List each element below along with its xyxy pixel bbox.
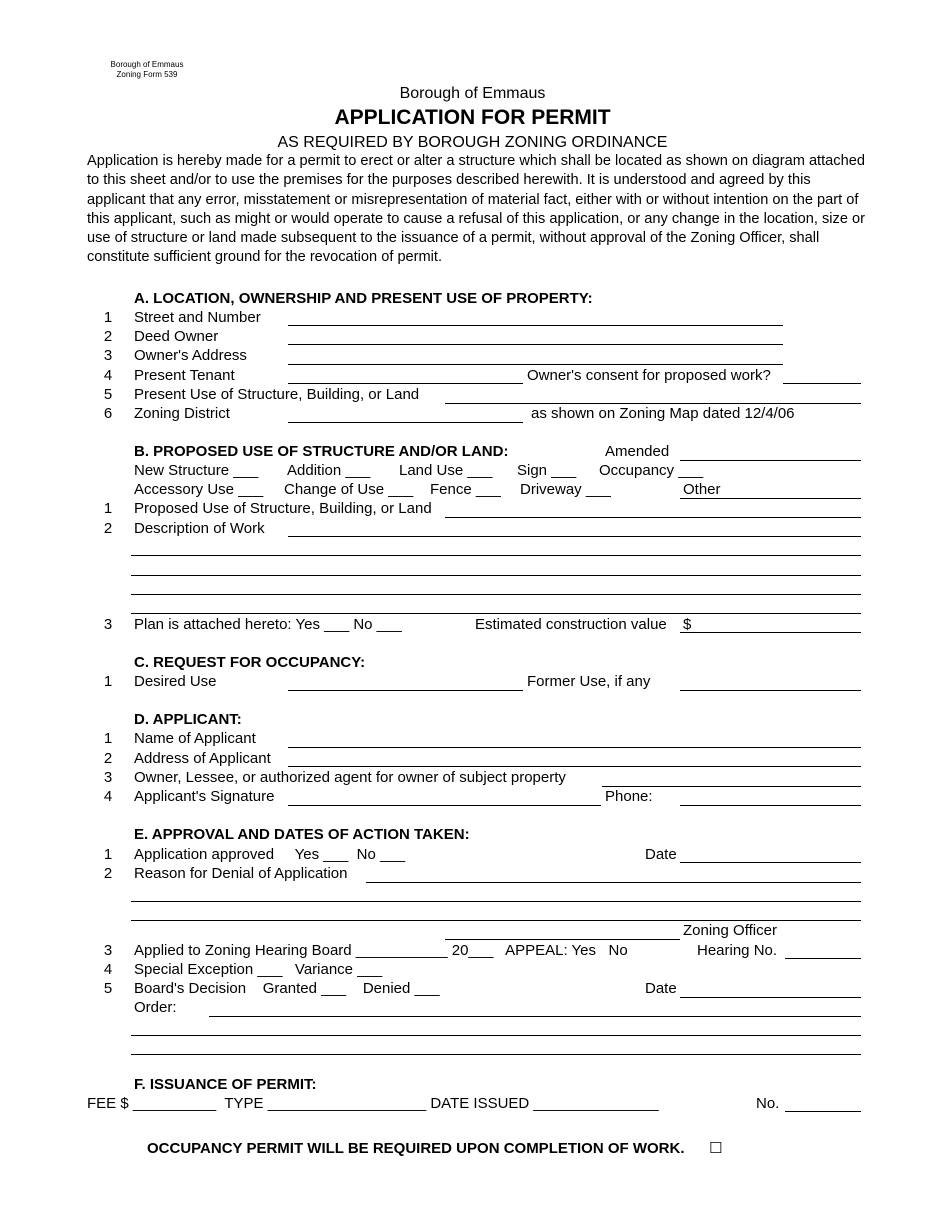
estimated-value-field[interactable] — [680, 632, 861, 633]
decision-date-label: Date — [645, 980, 677, 997]
owner-consent-label: Owner's consent for proposed work? — [527, 367, 771, 384]
board-decision-label[interactable]: Board's Decision Granted ___ Denied ___ — [134, 980, 440, 997]
hearing-no-field[interactable] — [785, 958, 861, 959]
page-title: APPLICATION FOR PERMIT — [334, 106, 611, 129]
order-label: Order: — [134, 999, 177, 1016]
phone-label: Phone: — [605, 788, 653, 805]
item-number: 1 — [103, 500, 113, 517]
item-number: 1 — [103, 673, 113, 690]
occupancy-checkbox[interactable]: ☐ — [709, 1140, 723, 1157]
description-field-line[interactable] — [131, 575, 861, 576]
intro-paragraph: Application is hereby made for a permit to erect or alter a structure which shall be located as shown on diagram attached to this sheet and/or to use the premises for the purposes described herewith. It is understood and agreed by this applicant that any error, misstatement or misrepresentation of material fact, either with or without intention on the part of this applicant, such as might or would operate to cause a refusal of this application, or any change in the location, size or use of structure or land made subsequent to the issuance of a permit, without approval of the Zoning Officer, shall constitute sufficient ground for the revocation of permit. — [87, 153, 865, 266]
driveway-option[interactable]: Driveway ___ — [520, 481, 611, 498]
section-f-heading: F. ISSUANCE OF PERMIT: — [134, 1076, 317, 1093]
order-field-line[interactable] — [131, 1035, 861, 1036]
denial-reason-label: Reason for Denial of Application — [134, 865, 348, 882]
dollar-sign: $ — [683, 616, 692, 633]
denial-reason-field-line[interactable] — [131, 901, 861, 902]
owner-address-field[interactable] — [288, 364, 783, 365]
other-field[interactable] — [680, 498, 861, 499]
item-number: 2 — [103, 328, 113, 345]
section-b-heading: B. PROPOSED USE OF STRUCTURE AND/OR LAND: — [134, 443, 509, 460]
owner-consent-field[interactable] — [783, 383, 861, 384]
permit-no-field[interactable] — [785, 1111, 861, 1112]
zoning-officer-label: Zoning Officer — [683, 922, 777, 939]
desired-use-field[interactable] — [288, 690, 523, 691]
applicant-address-field[interactable] — [288, 766, 861, 767]
amended-label: Amended — [605, 443, 670, 460]
decision-date-field[interactable] — [680, 997, 861, 998]
item-number: 2 — [103, 865, 113, 882]
description-field-line[interactable] — [131, 555, 861, 556]
denial-reason-field[interactable] — [366, 882, 861, 883]
hearing-board-label[interactable]: Applied to Zoning Hearing Board ___________ 20___ APPEAL: Yes No — [134, 942, 628, 959]
item-number: 3 — [103, 942, 113, 959]
fence-option[interactable]: Fence ___ — [430, 481, 501, 498]
other-label: Other — [683, 481, 721, 498]
item-number: 2 — [103, 520, 113, 537]
corner-borough: Borough of Emmaus — [110, 60, 184, 69]
description-field-line[interactable] — [131, 613, 861, 614]
item-number: 3 — [103, 616, 113, 633]
proposed-use-label: Proposed Use of Structure, Building, or Land — [134, 500, 432, 517]
zoning-map-note: as shown on Zoning Map dated 12/4/06 — [531, 405, 795, 422]
proposed-use-field[interactable] — [445, 517, 861, 518]
approval-date-field[interactable] — [680, 862, 861, 863]
permit-no-label: No. — [756, 1095, 780, 1112]
page-subtitle: AS REQUIRED BY BOROUGH ZONING ORDINANCE — [277, 134, 668, 151]
item-number: 2 — [103, 750, 113, 767]
zoning-officer-signature-field[interactable] — [445, 939, 680, 940]
item-number: 3 — [103, 347, 113, 364]
description-label: Description of Work — [134, 520, 265, 537]
item-number: 4 — [103, 788, 113, 805]
present-tenant-field[interactable] — [288, 383, 523, 384]
item-number: 1 — [103, 846, 113, 863]
item-number: 6 — [103, 405, 113, 422]
hearing-no-label: Hearing No. — [697, 942, 778, 959]
estimated-value-label: Estimated construction value — [475, 616, 667, 633]
item-number: 5 — [103, 386, 113, 403]
street-field[interactable] — [288, 325, 783, 326]
zoning-district-label: Zoning District — [134, 405, 230, 422]
street-label: Street and Number — [134, 309, 261, 326]
occupancy-notice: OCCUPANCY PERMIT WILL BE REQUIRED UPON COMPLETION OF WORK. — [147, 1140, 685, 1157]
amended-field[interactable] — [680, 460, 861, 461]
header-borough: Borough of Emmaus — [399, 85, 546, 102]
present-tenant-label: Present Tenant — [134, 367, 235, 384]
special-exception-label[interactable]: Special Exception ___ Variance ___ — [134, 961, 383, 978]
plan-attached-label[interactable]: Plan is attached hereto: Yes ___ No ___ — [134, 616, 402, 633]
new-structure-option[interactable]: New Structure ___ — [134, 462, 259, 479]
sign-option[interactable]: Sign ___ — [517, 462, 577, 479]
signature-field[interactable] — [288, 805, 601, 806]
deed-owner-label: Deed Owner — [134, 328, 219, 345]
order-field[interactable] — [209, 1016, 861, 1017]
zoning-district-field[interactable] — [288, 422, 523, 423]
item-number: 1 — [103, 730, 113, 747]
item-number: 3 — [103, 769, 113, 786]
change-of-use-option[interactable]: Change of Use ___ — [284, 481, 414, 498]
owner-address-label: Owner's Address — [134, 347, 247, 364]
section-a-heading: A. LOCATION, OWNERSHIP AND PRESENT USE OF PROPERTY: — [134, 290, 593, 307]
item-number: 5 — [103, 980, 113, 997]
description-field-line[interactable] — [131, 594, 861, 595]
section-e-heading: E. APPROVAL AND DATES OF ACTION TAKEN: — [134, 826, 470, 843]
applicant-role-label: Owner, Lessee, or authorized agent for owner of subject property — [134, 769, 566, 786]
former-use-label: Former Use, if any — [527, 673, 651, 690]
description-field[interactable] — [288, 536, 861, 537]
approval-date-label: Date — [645, 846, 677, 863]
item-number: 4 — [103, 961, 113, 978]
applicant-name-label: Name of Applicant — [134, 730, 256, 747]
accessory-use-option[interactable]: Accessory Use ___ — [134, 481, 264, 498]
land-use-option[interactable]: Land Use ___ — [399, 462, 493, 479]
phone-field[interactable] — [680, 805, 861, 806]
desired-use-label: Desired Use — [134, 673, 217, 690]
section-c-heading: C. REQUEST FOR OCCUPANCY: — [134, 654, 366, 671]
fee-type-date-line[interactable]: FEE $ __________ TYPE ___________________ DATE ISSUED _______________ — [87, 1095, 659, 1112]
applicant-name-field[interactable] — [288, 747, 861, 748]
order-field-line[interactable] — [131, 1054, 861, 1055]
item-number: 4 — [103, 367, 113, 384]
present-use-label: Present Use of Structure, Building, or Land — [134, 386, 420, 403]
corner-form-number: Zoning Form 539 — [116, 70, 178, 79]
occupancy-option[interactable]: Occupancy ___ — [599, 462, 704, 479]
addition-option[interactable]: Addition ___ — [287, 462, 371, 479]
application-approved-label[interactable]: Application approved Yes ___ No ___ — [134, 846, 406, 863]
applicant-address-label: Address of Applicant — [134, 750, 271, 767]
former-use-field[interactable] — [680, 690, 861, 691]
section-d-heading: D. APPLICANT: — [134, 711, 242, 728]
item-number: 1 — [103, 309, 113, 326]
signature-label: Applicant's Signature — [134, 788, 275, 805]
deed-owner-field[interactable] — [288, 344, 783, 345]
